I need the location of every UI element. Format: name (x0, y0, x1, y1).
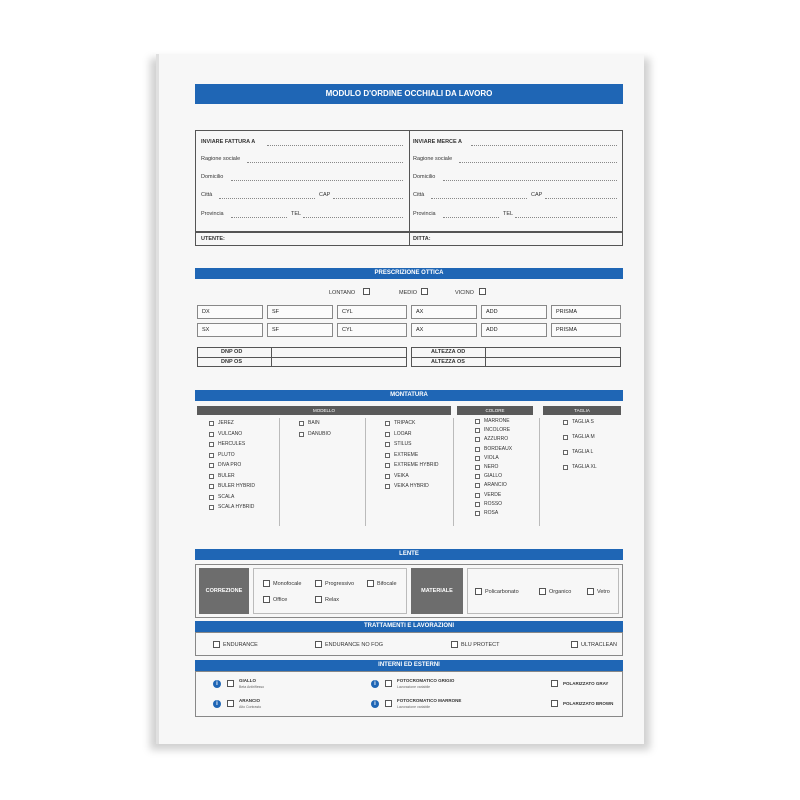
progressivo-checkbox[interactable] (315, 580, 322, 587)
taglia-col-header: TAGLIA (543, 406, 621, 415)
rx-dx-add[interactable]: ADD (481, 305, 547, 319)
vetro-checkbox[interactable] (587, 588, 594, 595)
info-icon[interactable]: i (371, 680, 379, 688)
policarbonato-label: Policarbonato (485, 589, 519, 595)
merce-tel-field[interactable] (515, 217, 617, 218)
office-label: Office (273, 597, 288, 603)
dnp-os-label: DNP OS (221, 359, 242, 365)
model-item-label: HERCULES (218, 441, 246, 447)
rx-sx-cyl[interactable]: CYL (337, 323, 407, 337)
model-item-label: PLUTO (218, 451, 235, 458)
distance-vicino-label: VICINO (455, 290, 474, 296)
foto-grigio-label: FOTOCROMATICO GRIGIO (397, 678, 455, 683)
fattura-tel-field[interactable] (303, 217, 403, 218)
monofocale-checkbox[interactable] (263, 580, 270, 587)
pol-gray-label: POLARIZZATO GRAY (563, 681, 609, 686)
color-item-checkbox[interactable] (475, 493, 480, 498)
blu-protect-checkbox[interactable] (451, 641, 458, 648)
model-item-checkbox[interactable] (209, 421, 214, 426)
monofocale-label: Monofocale (273, 581, 302, 587)
color-item-label: ARANCIO (484, 482, 507, 489)
fattura-domicilio-field[interactable] (231, 180, 403, 181)
rx-sx-prisma[interactable]: PRISMA (551, 323, 621, 337)
foto-grigio-sub: Lavorazione variabile (397, 685, 431, 689)
trattamenti-box (195, 632, 623, 656)
color-item-checkbox[interactable] (475, 437, 480, 442)
color-item-label: NERO (484, 464, 499, 470)
distance-medio-label: MEDIO (399, 290, 418, 296)
arancio-checkbox[interactable] (227, 700, 234, 707)
utente-label: UTENTE: (201, 236, 225, 242)
fattura-heading-line[interactable] (267, 145, 403, 146)
distance-lontano-checkbox[interactable] (363, 288, 370, 295)
model-item-checkbox[interactable] (299, 432, 304, 437)
altezza-divider (411, 357, 621, 358)
merce-ragione-field[interactable] (459, 162, 617, 163)
rx-sx-ax[interactable]: AX (411, 323, 477, 337)
info-icon[interactable]: i (371, 700, 379, 708)
model-item-label: BAIN (308, 420, 320, 426)
giallo-label: GIALLO (239, 678, 256, 683)
model-item-label: LOOAR (394, 430, 412, 437)
endurance-nofog-checkbox[interactable] (315, 641, 322, 648)
fattura-ragione-label: Ragione sociale (201, 156, 241, 162)
model-item-label: VULCANO (218, 430, 243, 437)
model-item-checkbox[interactable] (385, 442, 390, 447)
altezza-col-divider (485, 347, 486, 367)
model-item-label: BULER HYBRID (218, 483, 255, 489)
model-item-label: VEIKA (394, 472, 409, 479)
modello-sep-3 (453, 418, 454, 526)
model-item-label: BULER (218, 472, 235, 479)
organico-checkbox[interactable] (539, 588, 546, 595)
merce-provincia-field[interactable] (443, 217, 499, 218)
colore-col-header: COLORE (457, 406, 533, 415)
model-item-checkbox[interactable] (385, 453, 390, 458)
altezza-od-label: ALTEZZA OD (431, 349, 466, 355)
model-item-label: EXTREME (394, 451, 419, 458)
distance-medio-checkbox[interactable] (421, 288, 428, 295)
lente-header: LENTE (195, 549, 623, 560)
model-item-checkbox[interactable] (209, 495, 214, 500)
color-item-checkbox[interactable] (475, 447, 480, 452)
distance-lontano-label: LONTANO (329, 290, 356, 296)
model-item-checkbox[interactable] (209, 505, 214, 510)
size-item-checkbox[interactable] (563, 465, 568, 470)
montatura-header: MONTATURA (195, 390, 623, 401)
altezza-os-label: ALTEZZA OS (431, 359, 465, 365)
merce-provincia-label: Provincia (413, 211, 436, 217)
bifocale-checkbox[interactable] (367, 580, 374, 587)
fattura-provincia-field[interactable] (231, 217, 287, 218)
model-item-checkbox[interactable] (385, 421, 390, 426)
color-item-checkbox[interactable] (475, 456, 480, 461)
form-title: MODULO D'ORDINE OCCHIALI DA LAVORO (195, 84, 623, 104)
color-item-label: GIALLO (484, 473, 503, 480)
model-item-checkbox[interactable] (209, 463, 214, 468)
prescrizione-header: PRESCRIZIONE OTTICA (195, 268, 623, 279)
rx-dx-sf[interactable]: SF (267, 305, 333, 319)
model-item-label: STILUS (394, 441, 412, 447)
fattura-tel-label: TEL (291, 211, 302, 217)
model-item-label: EXTREME HYBRID (394, 462, 439, 468)
endurance-nofog-label: ENDURANCE NO FOG (325, 642, 384, 648)
rx-dx-label: DX (197, 305, 263, 319)
size-item-label: TAGLIA S (572, 419, 594, 425)
correzione-options-box (253, 568, 407, 614)
bifocale-label: Bifocale (377, 581, 397, 587)
model-item-checkbox[interactable] (209, 484, 214, 489)
merce-ragione-label: Ragione sociale (413, 156, 453, 162)
giallo-checkbox[interactable] (227, 680, 234, 687)
pol-brown-label: POLARIZZATO BROWN (563, 701, 614, 706)
utente-ditta-row (195, 232, 623, 246)
model-item-label: SCALA (218, 493, 235, 500)
fattura-citta-label: Città (201, 192, 213, 198)
model-item-checkbox[interactable] (209, 432, 214, 437)
fattura-cap-field[interactable] (333, 198, 403, 199)
correzione-label: CORREZIONE (199, 568, 249, 614)
model-item-label: TRIPACK (394, 420, 416, 426)
model-item-checkbox[interactable] (299, 421, 304, 426)
color-item-checkbox[interactable] (475, 465, 480, 470)
model-item-label: JEREZ (218, 420, 234, 426)
size-item-checkbox[interactable] (563, 435, 568, 440)
dnp-col-divider (271, 347, 272, 367)
size-item-label: TAGLIA XL (572, 464, 597, 470)
info-icon[interactable]: i (213, 700, 221, 708)
giallo-sub: Beta Antiriflesso (239, 685, 265, 689)
ditta-label: DITTA: (413, 236, 431, 242)
modello-sep-2 (365, 418, 366, 526)
merce-cap-label: CAP (531, 192, 543, 198)
fattura-domicilio-label: Domicilio (201, 174, 224, 180)
model-item-label: DANUBIO (308, 430, 331, 437)
interni-header: INTERNI ED ESTERNI (195, 660, 623, 671)
foto-marrone-sub: Lavorazione variabile (397, 705, 431, 709)
distance-vicino-checkbox[interactable] (479, 288, 486, 295)
color-item-label: MARRONE (484, 418, 510, 424)
arancio-sub: Alto Contrasto (239, 705, 262, 709)
info-icon[interactable]: i (213, 680, 221, 688)
color-item-label: VERDE (484, 491, 502, 498)
endurance-checkbox[interactable] (213, 641, 220, 648)
color-item-checkbox[interactable] (475, 474, 480, 479)
merce-citta-label: Città (413, 192, 425, 198)
blu-protect-label: BLU PROTECT (461, 642, 500, 648)
merce-cap-field[interactable] (545, 198, 617, 199)
progressivo-label: Progressivo (325, 581, 355, 587)
relax-label: Relax (325, 597, 340, 603)
color-item-checkbox[interactable] (475, 483, 480, 488)
fattura-provincia-label: Provincia (201, 211, 224, 217)
color-item-label: ROSA (484, 510, 499, 516)
color-item-label: BORDEAUX (484, 445, 513, 452)
merce-heading-line[interactable] (471, 145, 617, 146)
color-item-checkbox[interactable] (475, 419, 480, 424)
model-item-checkbox[interactable] (385, 432, 390, 437)
model-item-label: SCALA HYBRID (218, 504, 255, 510)
model-item-checkbox[interactable] (209, 442, 214, 447)
merce-tel-label: TEL (503, 211, 514, 217)
foto-marrone-checkbox[interactable] (385, 700, 392, 707)
rx-dx-prisma[interactable]: PRISMA (551, 305, 621, 319)
order-form-sheet (156, 54, 644, 744)
model-item-checkbox[interactable] (209, 474, 214, 479)
model-item-checkbox[interactable] (385, 484, 390, 489)
rx-sx-label: SX (197, 323, 263, 337)
merce-domicilio-field[interactable] (443, 180, 617, 181)
model-item-checkbox[interactable] (385, 463, 390, 468)
dnp-divider (197, 357, 407, 358)
model-item-checkbox[interactable] (209, 453, 214, 458)
size-item-label: TAGLIA M (572, 434, 595, 440)
modello-sep-1 (279, 418, 280, 526)
office-checkbox[interactable] (263, 596, 270, 603)
ultraclean-checkbox[interactable] (571, 641, 578, 648)
pol-gray-checkbox[interactable] (551, 680, 558, 687)
relax-checkbox[interactable] (315, 596, 322, 603)
materiale-label: MATERIALE (411, 568, 463, 614)
size-item-label: TAGLIA L (572, 449, 594, 455)
fattura-heading: INVIARE FATTURA A (201, 139, 256, 145)
model-item-checkbox[interactable] (385, 474, 390, 479)
dnp-od-label: DNP OD (221, 349, 243, 355)
trattamenti-header: TRATTAMENTI E LAVORAZIONI (195, 621, 623, 632)
rx-sx-sf[interactable]: SF (267, 323, 333, 337)
model-item-label: DIVA PRO (218, 462, 242, 468)
color-item-label: AZZURRO (484, 436, 509, 443)
size-item-checkbox[interactable] (563, 450, 568, 455)
merce-citta-field[interactable] (431, 198, 527, 199)
model-item-label: VEIKA HYBRID (394, 483, 429, 489)
pol-brown-checkbox[interactable] (551, 700, 558, 707)
color-item-checkbox[interactable] (475, 428, 480, 433)
color-item-checkbox[interactable] (475, 511, 480, 516)
merce-heading: INVIARE MERCE A (413, 139, 462, 145)
modello-col-header: MODELLO (197, 406, 451, 415)
vetro-label: Vetro (597, 589, 610, 595)
fattura-cap-label: CAP (319, 192, 331, 198)
fattura-citta-field[interactable] (219, 198, 315, 199)
color-item-label: ROSSO (484, 500, 503, 507)
color-item-label: VIOLA (484, 454, 499, 461)
ultraclean-label: ULTRACLEAN (581, 642, 617, 648)
merce-domicilio-label: Domicilio (413, 174, 436, 180)
foto-grigio-checkbox[interactable] (385, 680, 392, 687)
size-item-checkbox[interactable] (563, 420, 568, 425)
rx-dx-ax[interactable]: AX (411, 305, 477, 319)
fattura-ragione-field[interactable] (247, 162, 403, 163)
arancio-label: ARANCIO (239, 698, 260, 703)
color-item-checkbox[interactable] (475, 502, 480, 507)
organico-label: Organico (549, 589, 572, 595)
policarbonato-checkbox[interactable] (475, 588, 482, 595)
foto-marrone-label: FOTOCROMATICO MARRONE (397, 698, 462, 703)
rx-dx-cyl[interactable]: CYL (337, 305, 407, 319)
rx-sx-add[interactable]: ADD (481, 323, 547, 337)
color-item-label: INCOLORE (484, 427, 511, 434)
address-divider (409, 130, 410, 246)
endurance-label: ENDURANCE (223, 642, 258, 648)
colore-sep (539, 418, 540, 526)
